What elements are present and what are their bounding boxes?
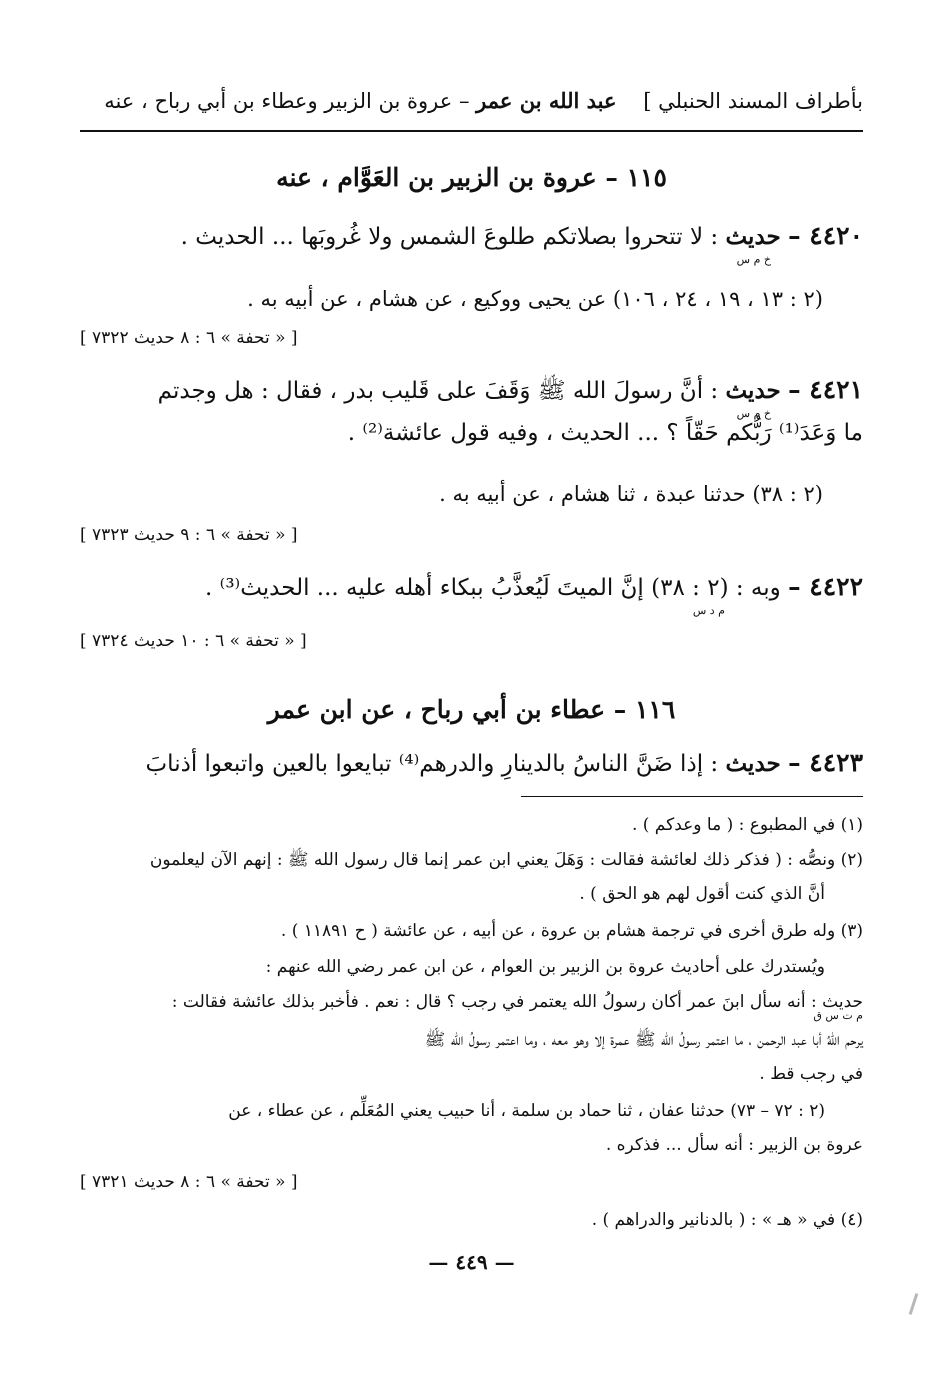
hadith-number: ٤٤٢١ – [788, 375, 863, 404]
hadith-text: : لا تتحروا بصلاتكم طلوعَ الشمس ولا غُروبَها ... الحديث . [180, 224, 719, 250]
hadith-4422-sigla: م د س [692, 604, 725, 617]
hadith-4422 [205, 572, 863, 601]
header-subject: – عروة بن الزبير وعطاء بن أبي رباح ، عنه [104, 89, 470, 113]
hadith-4420-tuhfa-ref: [ « تحفة » ٦ : ٨ حديث ٧٣٢٢ ] [80, 328, 298, 348]
running-header [80, 88, 863, 128]
hadith-keyword: حديث [725, 377, 781, 404]
hadith-4423 [146, 748, 863, 777]
hadith-4421-chain: (٢ : ٣٨) حدثنا عبدة ، ثنا هشام ، عن أبيه به . [439, 482, 823, 506]
footnote-3-hadith-end: في رجب قط . [759, 1064, 863, 1084]
footnote-3-chain: (٢ : ٧٢ – ٧٣) حدثنا عفان ، ثنا حماد بن سلمة ، أنا حبيب يعني المُعَلِّم ، عن عطاء ، عن [228, 1101, 825, 1121]
header-rule [80, 130, 863, 132]
hadith-keyword: حديث [725, 223, 781, 250]
footnote-2: (٢) ونصُّه : ( فذكر ذلك لعائشة فقالت : وَهَلَ يعني ابن عمر إنما قال رسول الله ﷺ : إنهم الآن ليعلمون [149, 850, 863, 870]
footnote-3-hadith: حديث : أنه سأل ابنَ عمر أكان رسولُ الله يعتمر في رجب ؟ قال : نعم . فأخبر بذلك عائشة فقالت : [171, 992, 863, 1012]
header-companion-name: عبد الله بن عمر [476, 88, 617, 113]
running-header-text [104, 88, 863, 113]
hadith-4420-sigla: خ م س [736, 253, 771, 266]
hadith-number: ٤٤٢٢ – [788, 572, 863, 601]
hadith-4421-sigla: خ م س [736, 407, 771, 420]
hadith-number: ٤٤٢٠ – [788, 221, 863, 250]
footnote-3: (٣) وله طرق أخرى في ترجمة هشام بن عروة ، عن أبيه ، عن عائشة ( ح ١١٨٩١ ) . [280, 921, 863, 941]
header-book-title: بأطراف المسند الحنبلي ] [643, 89, 863, 113]
footnote-3-hadith-continuation: يرحم اللهُ أبا عبد الرحمن ، ما اعتمر رسولُ الله ﷺ عمرة إلا وهو معه ، وما اعتمر رسولُ الله ﷺ [424, 1030, 863, 1050]
footnote-3-chain-continuation: عروة بن الزبير : أنه سأل ... فذكره . [605, 1135, 863, 1155]
section-title-116: ١١٦ – عطاء بن أبي رباح ، عن ابن عمر [267, 695, 676, 724]
hadith-4420 [181, 221, 863, 250]
hadith-4421-continuation: ما وَعَدَ⁽¹⁾ رَبُّكم حَقّاً ؟ ... الحديث ، وفيه قول عائشة⁽²⁾ . [347, 420, 863, 446]
hadith-number: ٤٤٢٣ – [788, 748, 863, 777]
hadith-text: : إذا ضَنَّ الناسُ بالدينارِ والدرهم⁽⁴⁾ تبايعوا بالعين واتبعوا أذنابَ [145, 751, 719, 777]
scan-smudge [909, 1293, 919, 1315]
hadith-4421-tuhfa-ref: [ « تحفة » ٦ : ٩ حديث ٧٣٢٣ ] [80, 525, 298, 545]
hadith-4422-tuhfa-ref: [ « تحفة » ٦ : ١٠ حديث ٧٣٢٤ ] [80, 631, 307, 651]
footnote-1: (١) في المطبوع : ( ما وعدكم ) . [631, 815, 863, 835]
page-number: — ٤٤٩ — [428, 1250, 515, 1274]
footnote-separator [521, 796, 863, 797]
footnote-3-addendum-intro: ويُستدرك على أحاديث عروة بن الزبير بن العوام ، عن ابن عمر رضي الله عنهم : [265, 957, 825, 977]
footnote-3-sigla: م ت س ق [813, 1009, 863, 1022]
section-title-115: ١١٥ – عروة بن الزبير بن العَوَّام ، عنه [276, 163, 667, 192]
hadith-4420-chain: (٢ : ١٣ ، ١٩ ، ٢٤ ، ١٠٦) عن يحيى ووكيع ، عن هشام ، عن أبيه به . [247, 287, 823, 311]
footnote-4: (٤) في « هـ » : ( بالدنانير والدراهم ) . [591, 1210, 863, 1230]
hadith-text: وبه : (٢ : ٣٨) إنَّ الميتَ لَيُعذَّبُ ببكاء أهله عليه ... الحديث⁽³⁾ . [205, 575, 781, 601]
hadith-text: : أنَّ رسولَ الله ﷺ وَقَفَ على قَليب بدر ، فقال : هل وجدتم [157, 378, 719, 404]
hadith-keyword: حديث [725, 750, 781, 777]
hadith-4421 [158, 375, 863, 410]
footnote-2-continuation: أنَّ الذي كنت أقول لهم هو الحق ) . [579, 884, 825, 904]
footnote-3-tuhfa-ref: [ « تحفة » ٦ : ٨ حديث ٧٣٢١ ] [80, 1172, 298, 1192]
